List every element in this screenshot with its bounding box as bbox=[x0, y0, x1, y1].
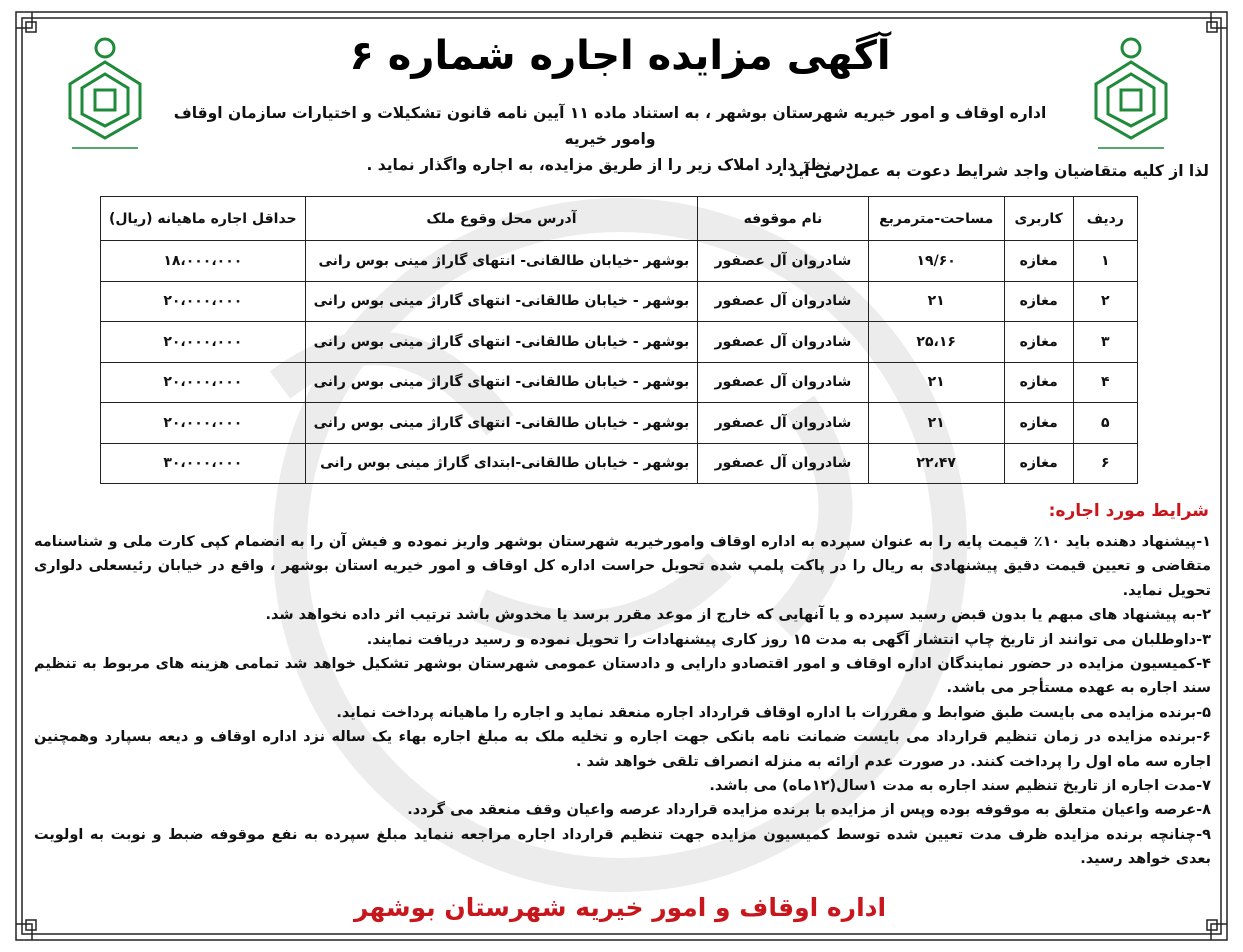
col-header-usage: کاربری bbox=[1004, 197, 1073, 241]
cell-area: ۲۲،۴۷ bbox=[868, 443, 1004, 484]
col-header-area: مساحت-مترمربع bbox=[868, 197, 1004, 241]
cell-address: بوشهر - خیابان طالقانی- انتهای گاراژ مینی بوس رانی bbox=[305, 281, 698, 322]
cell-usage: مغازه bbox=[1004, 281, 1073, 322]
cell-row-number: ۶ bbox=[1073, 443, 1137, 484]
awqaf-logo-right bbox=[1088, 34, 1174, 154]
cell-usage: مغازه bbox=[1004, 241, 1073, 282]
cell-row-number: ۴ bbox=[1073, 362, 1137, 403]
cell-usage: مغازه bbox=[1004, 443, 1073, 484]
page-title: آگهی مزایده اجاره شماره ۶ bbox=[349, 33, 891, 79]
cell-min-rent: ۲۰،۰۰۰،۰۰۰ bbox=[101, 281, 306, 322]
cell-min-rent: ۲۰،۰۰۰،۰۰۰ bbox=[101, 403, 306, 444]
table-row bbox=[101, 403, 1138, 444]
cell-endowment: شادروان آل عصفور bbox=[698, 281, 868, 322]
cell-row-number: ۵ bbox=[1073, 403, 1137, 444]
cell-usage: مغازه bbox=[1004, 403, 1073, 444]
cell-row-number: ۳ bbox=[1073, 322, 1137, 363]
table-row bbox=[101, 443, 1138, 484]
cell-address: بوشهر - خیابان طالقانی- انتهای گاراژ مینی بوس رانی bbox=[305, 403, 698, 444]
cell-area: ۲۱ bbox=[868, 362, 1004, 403]
table-row bbox=[101, 322, 1138, 363]
cell-usage: مغازه bbox=[1004, 362, 1073, 403]
cell-endowment: شادروان آل عصفور bbox=[698, 241, 868, 282]
condition-item: ۲-به پیشنهاد های مبهم یا بدون قبض رسید سپرده و یا آنهایی که خارج از موعد مقرر برسد یا مخدوش باشد ترتیب اثر داده نخواهد شد. bbox=[265, 607, 1211, 624]
cell-endowment: شادروان آل عصفور bbox=[698, 322, 868, 363]
cell-area: ۲۱ bbox=[868, 403, 1004, 444]
table-row bbox=[101, 362, 1138, 403]
cell-min-rent: ۱۸،۰۰۰،۰۰۰ bbox=[101, 241, 306, 282]
condition-item: ۵-برنده مزایده می بایست طبق ضوابط و مقررات با اداره اوقاف قرارداد اجاره منعقد نماید و اجاره را ماهیانه پرداخت نماید. bbox=[336, 704, 1211, 721]
cell-row-number: ۱ bbox=[1073, 241, 1137, 282]
col-header-address: آدرس محل وقوع ملک bbox=[305, 197, 698, 241]
condition-item: ۷-مدت اجاره از تاریخ تنظیم سند اجاره به مدت ۱سال(۱۲ماه) می باشد. bbox=[709, 778, 1211, 795]
cell-address: بوشهر - خیابان طالقانی-ابتدای گاراژ مینی بوس رانی bbox=[305, 443, 698, 484]
conditions-heading: شرایط مورد اجاره: bbox=[1048, 501, 1209, 521]
cell-address: بوشهر - خیابان طالقانی- انتهای گاراژ مینی بوس رانی bbox=[305, 322, 698, 363]
cell-usage: مغازه bbox=[1004, 322, 1073, 363]
properties-table bbox=[100, 196, 1138, 484]
col-header-min-rent: حداقل اجاره ماهیانه (ریال) bbox=[101, 197, 306, 241]
table-row bbox=[101, 281, 1138, 322]
cell-endowment: شادروان آل عصفور bbox=[698, 403, 868, 444]
condition-item: ۸-عرصه واعیان متعلق به موقوفه بوده وپس از مزایده با برنده مزایده قرارداد عرصه واعیان وقف منعقد می گردد. bbox=[407, 802, 1211, 819]
cell-address: بوشهر -خیابان طالقانی- انتهای گاراژ مینی بوس رانی bbox=[305, 241, 698, 282]
footer-signature: اداره اوقاف و امور خیریه شهرستان بوشهر bbox=[353, 893, 887, 922]
condition-item: ۳-داوطلبان می توانند از تاریخ چاپ انتشار آگهی به مدت ۱۵ روز کاری پیشنهادات را تحویل نموده و رسید دریافت نمایند. bbox=[366, 631, 1211, 648]
cell-endowment: شادروان آل عصفور bbox=[698, 443, 868, 484]
condition-item: ۶-برنده مزایده در زمان تنظیم قرارداد می بایست ضمانت نامه بانکی جهت اجاره و تخلیه ملک به مبلغ اجاره بهاء یک ساله نزد اداره اوقاف و دیعه بسپارد وهمچنین اجاره سه ماه اول را پرداخت کنند. در صورت عدم ارائه به منزله انصراف تلقی خواهد شد . bbox=[34, 729, 1211, 770]
intro-line-2: در نظر دارد املاک زیر را از طریق مزایده، به اجاره واگذار نماید . bbox=[366, 156, 854, 174]
table-row bbox=[101, 241, 1138, 282]
conditions-list bbox=[34, 530, 1211, 872]
awqaf-logo-left bbox=[62, 34, 148, 154]
cell-area: ۱۹/۶۰ bbox=[868, 241, 1004, 282]
invitation-line: لذا از کلیه متقاضیان واجد شرایط دعوت به عمل می آید . bbox=[778, 162, 1209, 180]
cell-address: بوشهر - خیابان طالقانی- انتهای گاراژ مینی بوس رانی bbox=[305, 362, 698, 403]
cell-min-rent: ۳۰،۰۰۰،۰۰۰ bbox=[101, 443, 306, 484]
cell-min-rent: ۲۰،۰۰۰،۰۰۰ bbox=[101, 362, 306, 403]
col-header-row-number: ردیف bbox=[1073, 197, 1137, 241]
intro-line-1: اداره اوقاف و امور خیریه شهرستان بوشهر ، به استناد ماده ۱۱ آیین نامه قانون تشکیلات و اختیارات سازمان اوقاف وامور خیریه bbox=[173, 104, 1047, 148]
condition-item: ۴-کمیسیون مزایده در حضور نمایندگان اداره اوقاف و امور اقتصادو دارایی و دادستان عمومی شهرستان بوشهر تشکیل خواهد شد تمامی هزینه های مربوط به تنظیم سند اجاره به عهده مستأجر می باشد. bbox=[34, 656, 1211, 697]
condition-item: ۱-پیشنهاد دهنده باید ۱۰٪ قیمت پایه را به عنوان سپرده به اداره اوقاف وامورخیریه شهرستان بوشهر واریز نموده و فیش آن را به انضمام کپی کارت ملی و شناسنامه متقاضی و تعیین قیمت دقیق پیشنهادی به ریال را در پاکت پلمپ شده تحویل حراست اداره کل اوقاف و امور خیریه استان بوشهر ، واقع در خیابان رئیسعلی دلواری تحویل نماید. bbox=[34, 534, 1212, 599]
cell-row-number: ۲ bbox=[1073, 281, 1137, 322]
col-header-endowment: نام موقوفه bbox=[698, 197, 868, 241]
cell-min-rent: ۲۰،۰۰۰،۰۰۰ bbox=[101, 322, 306, 363]
cell-endowment: شادروان آل عصفور bbox=[698, 362, 868, 403]
cell-area: ۲۵،۱۶ bbox=[868, 322, 1004, 363]
table-header-row bbox=[101, 197, 1138, 241]
cell-area: ۲۱ bbox=[868, 281, 1004, 322]
condition-item: ۹-چنانچه برنده مزایده ظرف مدت تعیین شده توسط کمیسیون مزایده جهت تنظیم قرارداد اجاره مراجعه ننماید مبلغ سپرده به نفع موقوفه ضبط و نوبت به اولویت بعدی خواهد رسید. bbox=[34, 826, 1211, 868]
